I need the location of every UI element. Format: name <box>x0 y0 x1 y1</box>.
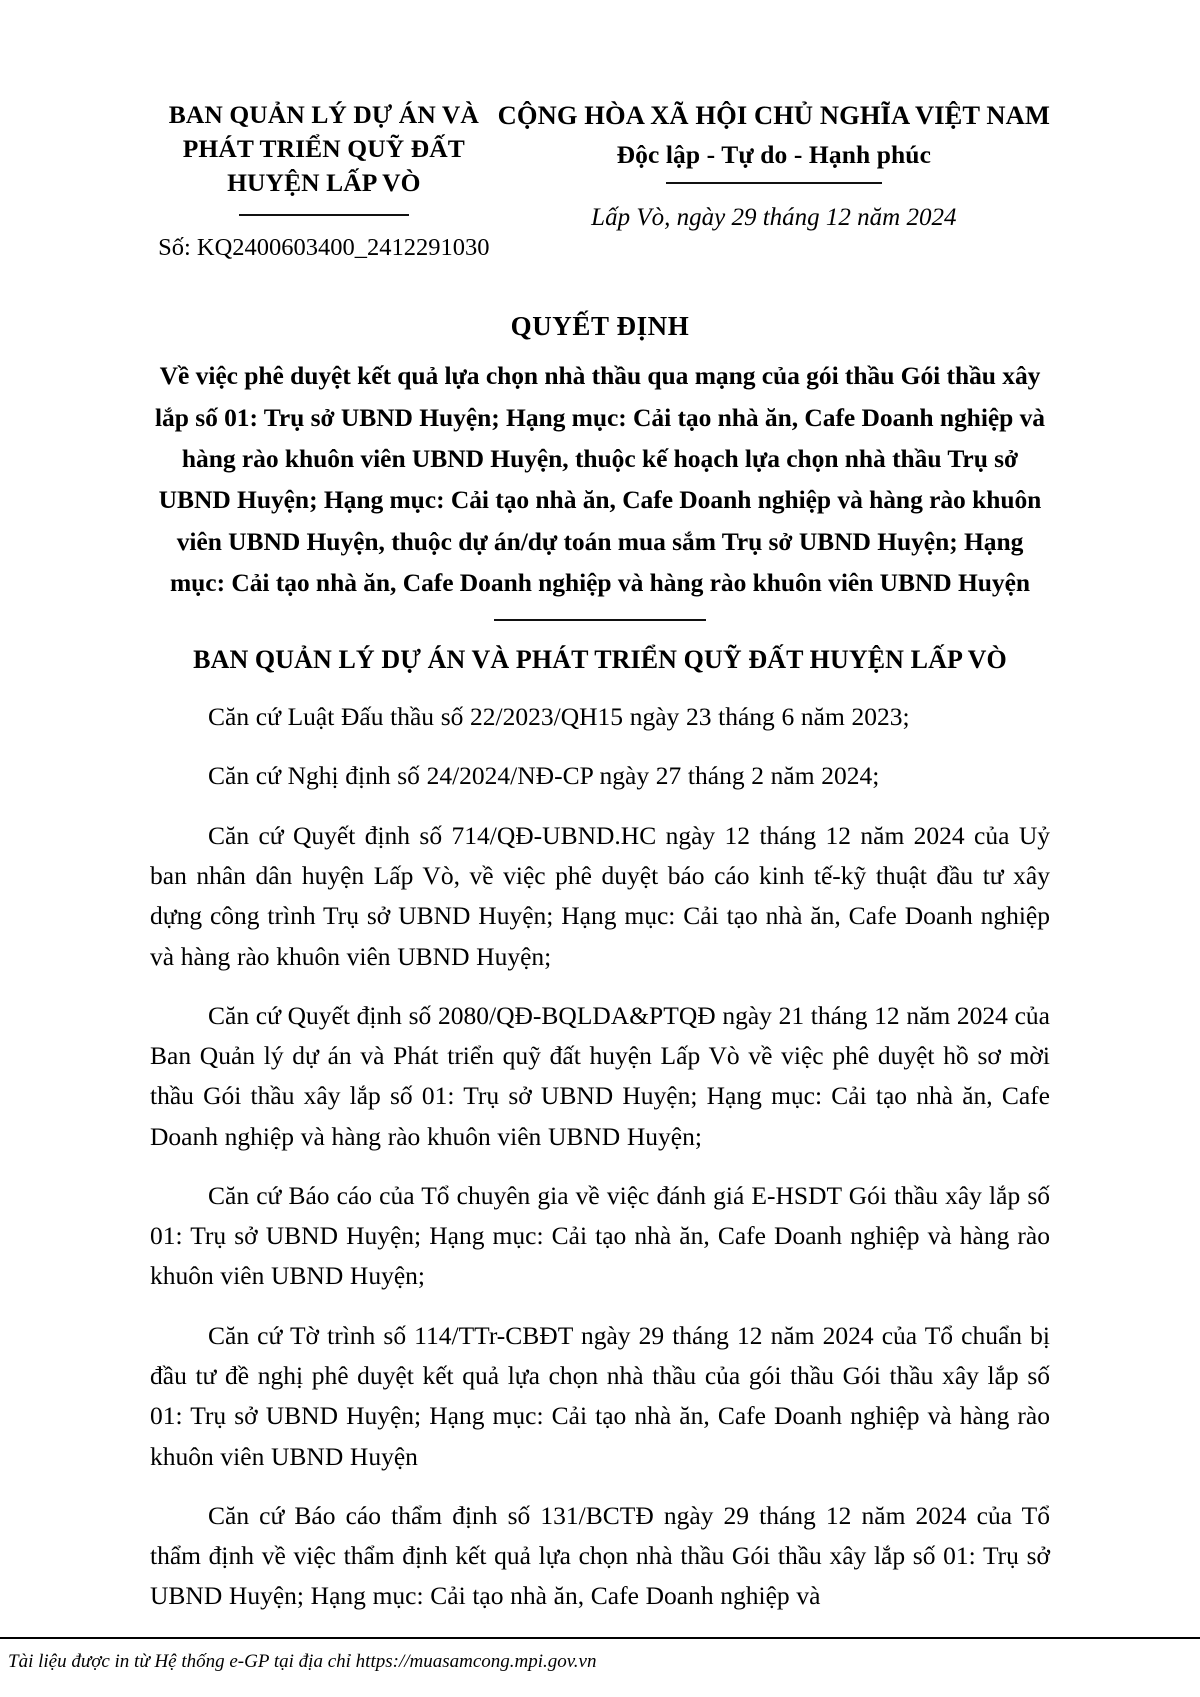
body-paragraph: Căn cứ Quyết định số 714/QĐ-UBND.HC ngày 12 tháng 12 năm 2024 của Uỷ ban nhân dân huyện Lấp Vò, về việc phê duyệt báo cáo kinh tế-kỹ thuật đầu tư xây dựng công trình Trụ sở UBND Huyện; Hạng mục: Cải tạo nhà ăn, Cafe Doanh nghiệp và hàng rào khuôn viên UBND Huyện; <box>150 820 1050 971</box>
document-body <box>150 697 1050 1617</box>
body-paragraph: Căn cứ Nghị định số 24/2024/NĐ-CP ngày 27 tháng 2 năm 2024; <box>208 761 880 791</box>
decision-title-block <box>150 310 1050 622</box>
national-name: CỘNG HÒA XÃ HỘI CHỦ NGHĨA VIỆT NAM <box>497 100 1050 130</box>
page-title: QUYẾT ĐỊNH <box>510 310 690 341</box>
motto-underline-rule <box>666 182 882 184</box>
decision-subject: Về việc phê duyệt kết quả lựa chọn nhà thầu qua mạng của gói thầu Gói thầu xây lắp số 01: Trụ sở UBND Huyện; Hạng mục: Cải tạo nhà ăn, Cafe Doanh nghiệp và hàng rào khuôn viên UBND Huyện, thuộc kế hoạch lựa chọn nhà thầu Trụ sở UBND Huyện; Hạng mục: Cải tạo nhà ăn, Cafe Doanh nghiệp và hàng rào khuôn viên UBND Huyện, thuộc dự án/dự toán mua sắm Trụ sở UBND Huyện; Hạng mục: Cải tạo nhà ăn, Cafe Doanh nghiệp và hàng rào khuôn viên UBND Huyện <box>155 361 1045 597</box>
body-paragraph: Căn cứ Báo cáo của Tổ chuyên gia về việc đánh giá E-HSDT Gói thầu xây lắp số 01: Trụ sở UBND Huyện; Hạng mục: Cải tạo nhà ăn, Cafe Doanh nghiệp và hàng rào khuôn viên UBND Huyện; <box>150 1180 1050 1291</box>
place-and-date: Lấp Vò, ngày 29 tháng 12 năm 2024 <box>591 203 957 231</box>
page-footer <box>0 1637 1200 1697</box>
body-paragraph: Căn cứ Quyết định số 2080/QĐ-BQLDA&PTQĐ ngày 21 tháng 12 năm 2024 của Ban Quản lý dự án và Phát triển quỹ đất huyện Lấp Vò về việc phê duyệt hồ sơ mời thầu Gói thầu xây lắp số 01: Trụ sở UBND Huyện; Hạng mục: Cải tạo nhà ăn, Cafe Doanh nghiệp và hàng rào khuôn viên UBND Huyện; <box>150 1000 1050 1151</box>
issuing-organization-block <box>150 96 498 264</box>
body-paragraph: Căn cứ Báo cáo thẩm định số 131/BCTĐ ngày 29 tháng 12 năm 2024 của Tổ thẩm định về việc thẩm định kết quả lựa chọn nhà thầu Gói thầu xây lắp số 01: Trụ sở UBND Huyện; Hạng mục: Cải tạo nhà ăn, Cafe Doanh nghiệp và <box>150 1500 1050 1611</box>
issuing-organization-name <box>150 98 498 200</box>
organization-underline-rule <box>239 214 409 216</box>
organization-line-2: PHÁT TRIỂN QUỸ ĐẤT <box>182 133 465 163</box>
organization-line-1: BAN QUẢN LÝ DỰ ÁN VÀ <box>168 100 479 129</box>
document-content <box>150 96 1050 1617</box>
document-header <box>150 96 1050 264</box>
body-paragraph: Căn cứ Tờ trình số 114/TTr-CBĐT ngày 29 tháng 12 năm 2024 của Tổ chuẩn bị đầu tư đề nghị phê duyệt kết quả lựa chọn nhà thầu của gói thầu Gói thầu xây lắp số 01: Trụ sở UBND Huyện; Hạng mục: Cải tạo nhà ăn, Cafe Doanh nghiệp và hàng rào khuôn viên UBND Huyện <box>150 1320 1050 1471</box>
footer-source-text: Tài liệu được in từ Hệ thống e-GP tại địa chỉ https://muasamcong.mpi.gov.vn <box>8 1651 597 1672</box>
national-heading-block <box>498 96 1050 234</box>
title-underline-rule <box>494 619 706 621</box>
body-paragraph: Căn cứ Luật Đấu thầu số 22/2023/QH15 ngày 23 tháng 6 năm 2023; <box>208 702 910 732</box>
document-number: Số: KQ2400603400_2412291030 <box>158 233 490 261</box>
organization-line-3: HUYỆN LẤP VÒ <box>227 167 421 197</box>
issuer-heading: BAN QUẢN LÝ DỰ ÁN VÀ PHÁT TRIỂN QUỸ ĐẤT HUYỆN LẤP VÒ <box>193 645 1007 675</box>
footer-divider <box>0 1637 1200 1639</box>
national-motto: Độc lập - Tự do - Hạnh phúc <box>616 140 932 170</box>
